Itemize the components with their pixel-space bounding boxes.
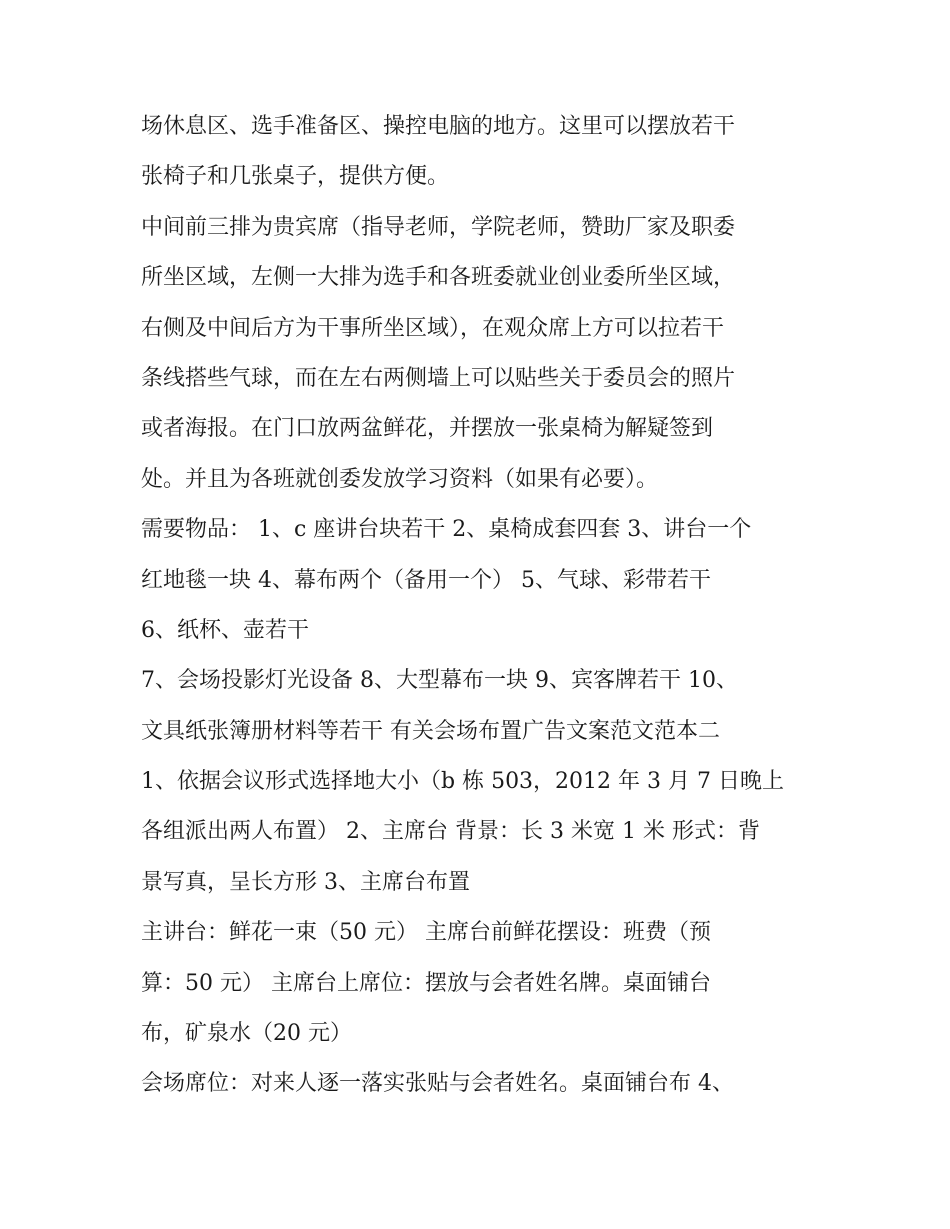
text-line: 各组派出两人布置） 2、主席台 背景：长 3 米宽 1 米 形式：背 — [141, 819, 760, 845]
text-line: 中间前三排为贵宾席（指导老师，学院老师，赞助厂家及职委 — [141, 214, 736, 240]
text-line: 需要物品： 1、c 座讲台块若干 2、桌椅成套四套 3、讲台一个 — [141, 517, 752, 543]
text-line: 算：50 元） 主席台上席位：摆放与会者姓名牌。桌面铺台 — [141, 970, 711, 996]
text-line: 会场席位：对来人逐一落实张贴与会者姓名。桌面铺台布 4、 — [141, 1071, 734, 1097]
text-line: 右侧及中间后方为干事所坐区域），在观众席上方可以拉若干 — [141, 315, 725, 341]
text-line: 7、会场投影灯光设备 8、大型幕布一块 9、宾客牌若干 10、 — [141, 668, 738, 694]
text-line: 所坐区域，左侧一大排为选手和各班委就业创业委所坐区域， — [141, 265, 736, 291]
text-line: 1、依据会议形式选择地大小（b 栋 503，2012 年 3 月 7 日晚上 — [141, 769, 785, 795]
text-line: 张椅子和几张桌子，提供方便。 — [141, 164, 450, 190]
text-line: 景写真，呈长方形 3、主席台布置 — [141, 869, 470, 895]
text-line: 红地毯一块 4、幕布两个（备用一个） 5、气球、彩带若干 — [141, 567, 711, 593]
text-line: 布，矿泉水（20 元） — [141, 1021, 352, 1047]
text-line: 文具纸张簿册材料等若干 有关会场布置广告文案范文范本二 — [141, 718, 720, 744]
text-line: 处。并且为各班就创委发放学习资料（如果有必要）。 — [141, 466, 659, 492]
text-line: 6、纸杯、壶若干 — [141, 617, 309, 643]
document-body — [141, 102, 831, 1110]
text-line: 条线搭些气球，而在左右两侧墙上可以贴些关于委员会的照片 — [141, 365, 736, 391]
text-line: 或者海报。在门口放两盆鲜花，并摆放一张桌椅为解疑签到 — [141, 416, 714, 442]
text-line: 主讲台：鲜花一束（50 元） 主席台前鲜花摆设：班费（预 — [141, 920, 711, 946]
text-line: 场休息区、选手准备区、操控电脑的地方。这里可以摆放若干 — [141, 114, 736, 139]
